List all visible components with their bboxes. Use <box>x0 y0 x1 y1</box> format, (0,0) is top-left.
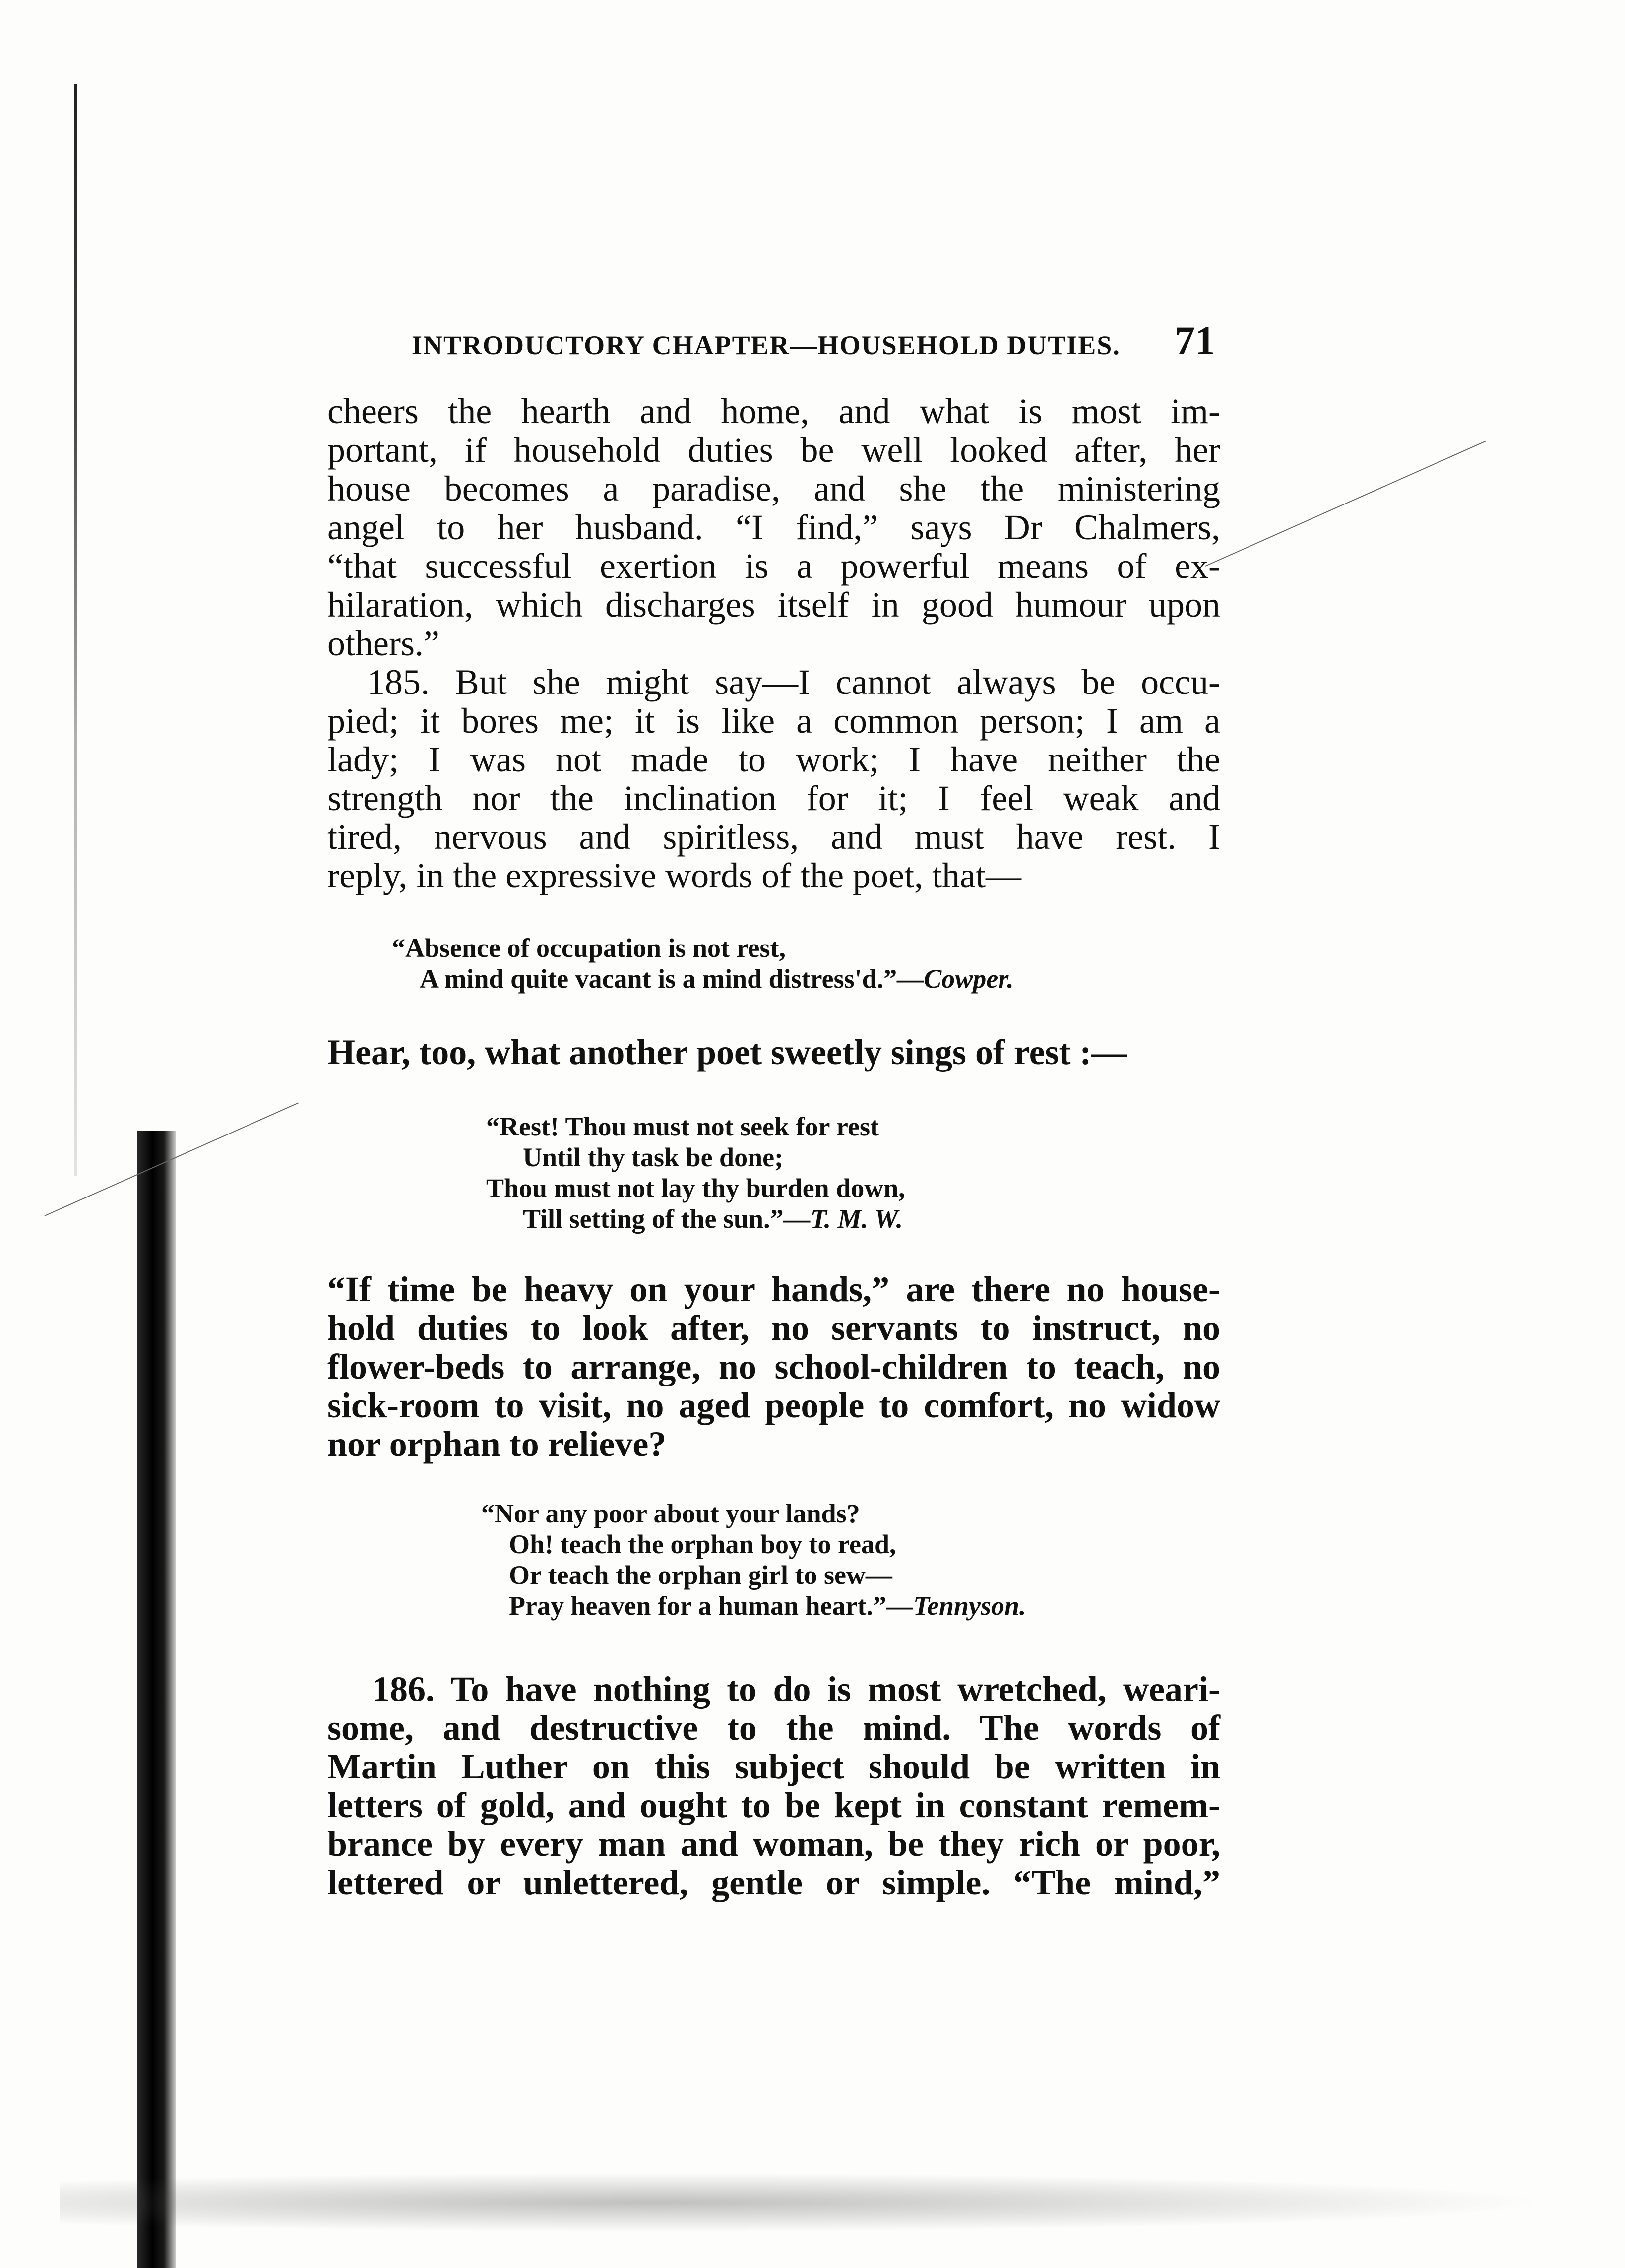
text-line: flower-beds to arrange, no school-children to teach, no <box>327 1347 1220 1386</box>
text-line: “that successful exertion is a powerful means of ex- <box>327 546 1220 586</box>
attribution: —Cowper. <box>897 964 1014 994</box>
paragraph-4 <box>327 1270 1220 1463</box>
text-line: hold duties to look after, no servants to instruct, no <box>327 1308 1220 1348</box>
verse-line: Until thy task be done; <box>523 1142 784 1172</box>
text-line: hilaration, which discharges itself in good humour upon <box>327 585 1220 625</box>
text-line: angel to her husband. “I find,” says Dr Chalmers, <box>327 507 1220 547</box>
paragraph-2 <box>327 663 1220 895</box>
quote-cowper <box>392 933 1014 994</box>
text-line: reply, in the expressive words of the poet, that— <box>327 856 1021 895</box>
text-line: Martin Luther on this subject should be written in <box>327 1747 1220 1786</box>
text-line: sick-room to visit, no aged people to comfort, no widow <box>327 1386 1220 1425</box>
verse-text: A mind quite vacant is a mind distress'd.” <box>420 964 897 994</box>
text-line: lettered or unlettered, gentle or simple. “The mind,” <box>327 1863 1220 1902</box>
paragraph-5 <box>327 1670 1220 1902</box>
quote-tennyson <box>481 1498 1026 1621</box>
text-line: others.” <box>327 624 439 663</box>
text-line: “If time be heavy on your hands,” are there no house- <box>327 1269 1220 1309</box>
text-line: 186. To have nothing to do is most wretched, weari- <box>372 1669 1220 1709</box>
verse-text: Pray heaven for a human heart.” <box>509 1591 886 1621</box>
paragraph-3 <box>327 1033 1220 1071</box>
text-line: lady; I was not made to work; I have neither the <box>327 740 1220 779</box>
text-line: pied; it bores me; it is like a common person; I am a <box>327 701 1220 741</box>
text-line: letters of gold, and ought to be kept in constant remem- <box>327 1785 1220 1825</box>
text-line: 185. But she might say—I cannot always be occu- <box>367 662 1220 702</box>
quote-tmw <box>486 1111 905 1234</box>
text-line: Hear, too, what another poet sweetly sings of rest :— <box>327 1032 1127 1072</box>
text-line: tired, nervous and spiritless, and must have rest. I <box>327 817 1220 857</box>
attribution: —T. M. W. <box>783 1204 903 1234</box>
verse-line <box>392 963 1014 994</box>
attribution: —Tennyson. <box>886 1591 1026 1621</box>
page-edge-shadow <box>74 84 77 1176</box>
running-head: INTRODUCTORY CHAPTER—HOUSEHOLD DUTIES. <box>412 330 1121 360</box>
running-header <box>412 317 1215 362</box>
verse-line: “Rest! Thou must not seek for rest <box>486 1112 879 1141</box>
page-number: 71 <box>1175 318 1215 363</box>
text-line: nor orphan to relieve? <box>327 1424 667 1464</box>
bottom-smudge <box>60 2173 1548 2232</box>
text-line: some, and destructive to the mind. The words of <box>327 1708 1220 1748</box>
text-line: brance by every man and woman, be they rich or poor, <box>327 1824 1220 1864</box>
text-line: house becomes a paradise, and she the ministering <box>327 469 1220 508</box>
verse-text: Till setting of the sun.” <box>523 1204 784 1234</box>
verse-line <box>481 1590 1026 1621</box>
scan-streak <box>1205 441 1487 567</box>
verse-line: “Absence of occupation is not rest, <box>392 933 786 963</box>
paragraph-1 <box>327 392 1220 663</box>
verse-line: Oh! teach the orphan boy to read, <box>509 1529 896 1559</box>
text-line: strength nor the inclination for it; I feel weak and <box>327 778 1220 818</box>
verse-line: “Nor any poor about your lands? <box>481 1499 860 1528</box>
verse-line: Thou must not lay thy burden down, <box>486 1173 905 1203</box>
verse-line <box>486 1203 905 1234</box>
text-line: portant, if household duties be well looked after, her <box>327 430 1220 470</box>
binding-shadow <box>137 1131 176 2268</box>
text-line: cheers the hearth and home, and what is most im- <box>327 391 1220 431</box>
verse-line: Or teach the orphan girl to sew— <box>509 1560 892 1590</box>
